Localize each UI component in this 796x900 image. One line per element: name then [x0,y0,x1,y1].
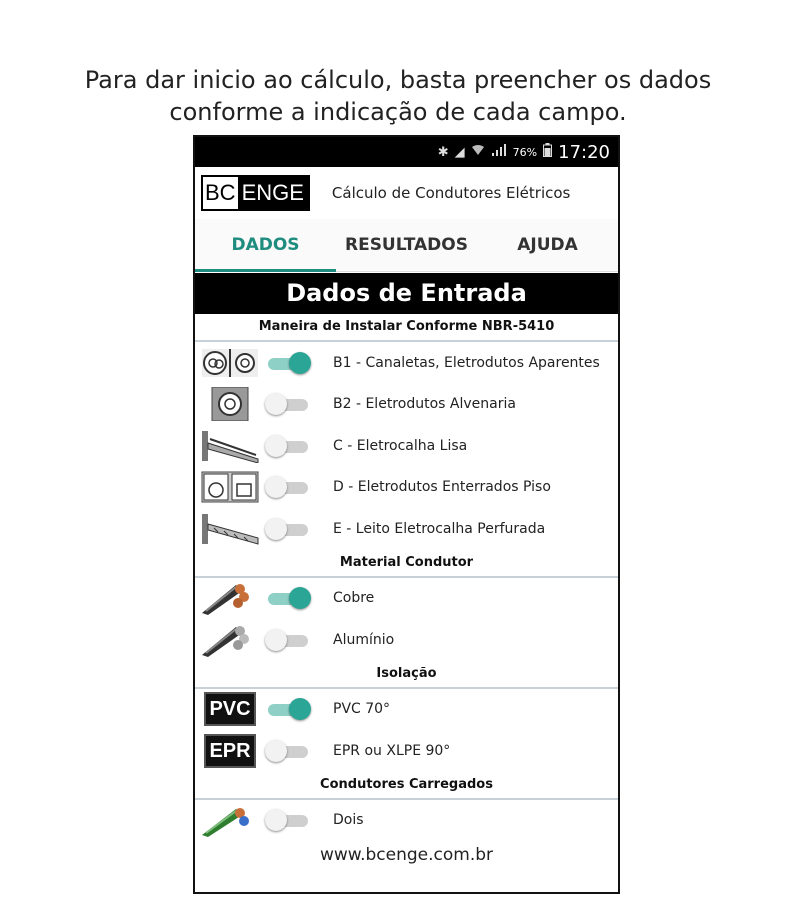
section-title-isolacao: Isolação [376,665,437,681]
option-row-dois [195,800,618,842]
option-label: PVC 70° [333,701,391,718]
option-label: E - Leito Eletrocalha Perfurada [333,520,546,537]
toggle-c[interactable] [265,433,311,459]
option-label: D - Eletrodutos Enterrados Piso [333,479,551,496]
section-title-material: Material Condutor [339,554,474,570]
toggle-cobre[interactable] [265,585,311,611]
option-label: Alumínio [333,631,395,648]
tab-resultados[interactable]: RESULTADOS [344,235,468,255]
aluminum-cable-icon [199,622,261,658]
tab-bar [195,219,618,272]
app-title: Cálculo de Condutores Elétricos [331,184,571,202]
option-row-d [195,467,618,509]
page-title: Dados de Entrada [195,273,618,314]
logo-bc: BC [203,177,238,209]
section-title-install: Maneira de Instalar Conforme NBR-5410 [258,319,555,334]
option-row-aluminio [195,619,618,661]
cable-tray-icon [199,428,261,464]
option-row-epr [195,730,618,772]
tab-ajuda[interactable]: AJUDA [517,235,578,255]
option-label: B2 - Eletrodutos Alvenaria [333,396,516,413]
option-row-pvc [195,689,618,731]
mute-icon: ◢ [454,144,465,160]
battery-percent: 76% [512,145,538,159]
toggle-b1[interactable] [265,350,311,376]
website-link[interactable]: www.bcenge.com.br [319,845,494,865]
pvc-badge: PVC [204,692,255,726]
signal-icon [491,144,507,160]
buried-conduit-icon [199,469,261,505]
phone-screen [193,135,620,894]
clock: 17:20 [558,141,610,163]
two-conductor-cable-icon [199,802,261,838]
copper-cable-icon [199,580,261,616]
perforated-tray-icon [199,511,261,547]
option-label: B1 - Canaletas, Eletrodutos Aparentes [333,354,600,371]
toggle-pvc[interactable] [265,696,311,722]
epr-badge: EPR [204,734,255,768]
section-title-carregados: Condutores Carregados [320,776,493,792]
toggle-e[interactable] [265,516,311,542]
status-bar [195,137,618,167]
option-row-e [195,508,618,550]
epr-badge-icon [199,733,261,769]
option-label: EPR ou XLPE 90° [333,742,451,759]
pvc-badge-icon [199,691,261,727]
toggle-aluminio[interactable] [265,627,311,653]
toggle-dois[interactable] [265,807,311,833]
option-row-b2 [195,384,618,426]
logo-enge: ENGE [238,177,308,209]
toggle-d[interactable] [265,474,311,500]
bluetooth-icon: ✱ [437,144,449,160]
app-bar [195,167,618,219]
tab-dados[interactable]: DADOS [195,219,336,271]
option-row-cobre [195,578,618,620]
wifi-icon [471,144,485,160]
option-row-c [195,425,618,467]
battery-icon [543,143,552,161]
toggle-b2[interactable] [265,391,311,417]
option-row-b1 [195,342,618,384]
toggle-epr[interactable] [265,738,311,764]
caption-line-2: conforme a indicação de cada campo. [169,98,627,126]
option-label: Dois [333,812,364,829]
app-logo [201,175,310,211]
instruction-caption [0,64,796,128]
conduit-exposed-icon [199,345,261,381]
caption-line-1: Para dar inicio ao cálculo, basta preencher os dados [84,66,712,94]
option-label: Cobre [333,590,375,607]
conduit-masonry-icon [199,386,261,422]
option-label: C - Eletrocalha Lisa [333,437,468,454]
